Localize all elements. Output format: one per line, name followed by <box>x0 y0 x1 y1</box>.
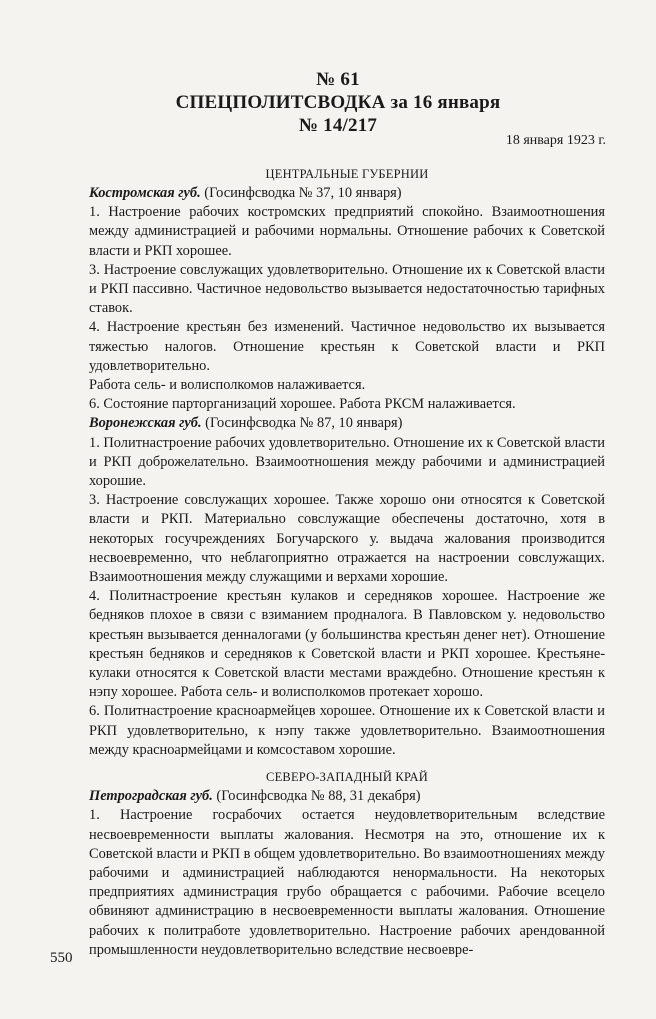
guberniya-name: Костромская губ. <box>89 185 201 201</box>
guberniya-heading <box>89 184 605 203</box>
section-title-central: ЦЕНТРАЛЬНЫЕ ГУБЕРНИИ <box>265 167 429 181</box>
document-number: № 61 <box>316 69 360 90</box>
paragraph: 4. Настроение крестьян без изменений. Частичное недовольство их вызывается тяжестью налогов. Отношение крестьян к Советской власти и РКП удовлетворительно. <box>89 319 605 374</box>
document-header <box>0 68 656 137</box>
document-date: 18 января 1923 г. <box>505 133 606 148</box>
document-code: № 14/217 <box>298 115 378 136</box>
document-body <box>89 163 605 960</box>
paragraph: 3. Настроение совслужащих хорошее. Также хорошо они относятся к Советской власти и РКП. Материально совслужащие обеспечены достаточно, хотя в некоторых госучреждениях Богучарского у. выдача жалования производится несвоевременно, что неблагоприятно отражается на настроении совслужащих. Взаимоотношения между служащими и верхами хорошие. <box>89 492 605 586</box>
paragraph: 1. Настроение госрабочих остается неудовлетворительным вследствие несвоевременности выплаты жалования. Несмотря на это, отношение их к Советской власти и РКП в общем удовлетворительно. Во взаимоотношениях между рабочими и администрацией наблюдаются ненормальности. На некоторых предприятиях администрация грубо обращается с рабочими. Рабочие всецело обвиняют администрацию в несвоевременности выплаты жалования. Отношение рабочих к политработе удовлетворительно. Настроение рабочих арендованной промышленности неудовлетворительно вследствие несвоевре- <box>89 807 605 958</box>
paragraph: 4. Политнастроение крестьян кулаков и середняков хорошее. Настроение же бедняков плохое в связи с взиманием продналога. В Павловском у. недовольство крестьян вызывается денналогами (у большинства крестьян денег нет). Отношение крестьян бедняков и середняков к Советской власти и РКП хорошее. Крестьяне-кулаки относятся к Советской власти местами враждебно. Отношение крестьян к нэпу хорошее. Работа сель- и волисполкомов протекает хорошо. <box>89 588 605 701</box>
paragraph: 6. Политнастроение красноармейцев хорошее. Отношение их к Советской власти и РКП удовлетворительно, к нэпу также удовлетворительно. Взаимоотношения между красноармейцами и комсоставом хорошие. <box>89 703 605 758</box>
guberniya-name: Воронежская губ. <box>89 415 202 432</box>
guberniya-ref: (Госинфсводка № 87, 10 января) <box>201 415 403 432</box>
paragraph: 1. Настроение рабочих костромских предприятий спокойно. Взаимоотношения между администрацией и рабочими нормальны. Отношение рабочих к Советской власти и РКП хорошее. <box>89 204 605 259</box>
page-number: 550 <box>50 950 73 966</box>
guberniya-ref: (Госинфсводка № 88, 31 декабря) <box>212 788 421 805</box>
guberniya-heading <box>89 787 605 806</box>
paragraph: 3. Настроение совслужащих удовлетворительно. Отношение их к Советской власти и РКП пассивно. Частичное недовольство вызывается недостаточностью тарифных ставок. <box>89 261 605 317</box>
guberniya-name: Петроградская губ. <box>89 788 213 805</box>
paragraph: 1. Политнастроение рабочих удовлетворительно. Отношение их к Советской власти и РКП доброжелательно. Взаимоотношения между рабочими и администрацией хорошие. <box>89 434 605 490</box>
document-title: СПЕЦПОЛИТСВОДКА за 16 января <box>175 92 501 113</box>
paragraph: 6. Состояние парторганизаций хорошее. Работа РКСМ налаживается. <box>89 396 516 413</box>
guberniya-ref: (Госинфсводка № 37, 10 января) <box>200 185 402 201</box>
guberniya-heading <box>89 414 605 433</box>
paragraph: Работа сель- и волисполкомов налаживается. <box>89 377 366 394</box>
section-title-northwest: СЕВЕРО-ЗАПАДНЫЙ КРАЙ <box>266 770 428 785</box>
